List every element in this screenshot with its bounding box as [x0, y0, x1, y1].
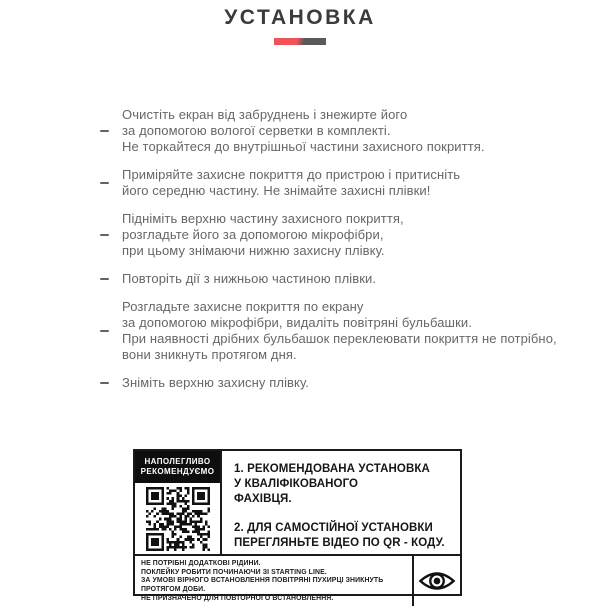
dash-bullet [100, 234, 122, 237]
step-text: Зніміть верхню захисну плівку. [122, 375, 310, 390]
instruction-step [100, 375, 592, 391]
instruction-step [100, 107, 592, 155]
text-line: НАПОЛЕГЛИВО [144, 457, 211, 466]
text-line: ПОКЛЕЙКУ РОБИТИ ПОЧИНАЮЧИ ЗІ STARTING LINE. [141, 568, 327, 576]
instruction-step [100, 167, 592, 199]
step-text: Повторіть дії з нижньою частиною плівки. [122, 271, 377, 286]
instruction-step [100, 299, 592, 363]
dash-bullet [100, 182, 122, 185]
text-line: РЕКОМЕНДУЄМО [140, 467, 215, 476]
instruction-step [100, 211, 592, 259]
instruction-list [100, 107, 592, 391]
step-text: Розгладьте захисне покриття по екрану за допомогою мікрофібри, видаліть повітряні бульбашки. При наявності дрібних бульбашок переклеювати покриття не потрібно, вони зникнуть протягом дня. [122, 299, 557, 362]
page-title: УСТАНОВКА [224, 6, 376, 29]
strongly-recommend-badge [135, 451, 220, 483]
dash-bullet [100, 330, 122, 333]
step-text: Підніміть верхню частину захисного покриття, розгладьте його за допомогою мікрофібри, при цьому знімаючи нижню захисну плівку. [122, 211, 404, 258]
recommendation-box-top [135, 451, 460, 554]
recommendation-box [133, 449, 462, 602]
step-text: Очистіть екран від забруднень і знежирте його за допомогою вологої серветки в комплекті. Не торкайтеся до внутрішньої частини захисного покриття. [122, 107, 485, 154]
recommendation-box-left-column [135, 451, 222, 554]
step-text: Приміряйте захисне покриття до пристрою і притисніть його середню частину. Не знімайте захисні плівки! [122, 167, 461, 198]
text-line: НЕ ПРИЗНАЧЕНО ДЛЯ ПОВТОРНОГО ВСТАНОВЛЕННЯ. [141, 594, 334, 602]
recommendation-box-bottom [135, 554, 460, 606]
dash-bullet [100, 130, 122, 133]
qr-code-icon [135, 483, 220, 554]
dash-bullet [100, 278, 122, 281]
recommendation-items [222, 451, 460, 554]
dash-bullet [100, 382, 122, 385]
text-line: НЕ ПОТРІБНІ ДОДАТКОВІ РІДИНИ. [141, 560, 261, 567]
instruction-step [100, 271, 592, 287]
eye-icon [412, 556, 460, 606]
text-line: ЗА УМОВІ ВІРНОГО ВСТАНОВЛЕННЯ ПОВІТРЯНІ ПУХИРЦІ ЗНИКНУТЬ ПРОТЯГОМ ДОБИ. [141, 577, 384, 594]
fine-print [135, 556, 412, 606]
recommendation-item: 2. ДЛЯ САМОСТІЙНОЇ УСТАНОВКИ ПЕРЕГЛЯНЬТЕ ВІДЕО ПО QR - КОДУ. [234, 522, 445, 549]
title-divider [274, 38, 326, 45]
recommendation-item: 1. РЕКОМЕНДОВАНА УСТАНОВКА У КВАЛІФІКОВАНОГО ФАХІВЦЯ. [234, 463, 430, 505]
